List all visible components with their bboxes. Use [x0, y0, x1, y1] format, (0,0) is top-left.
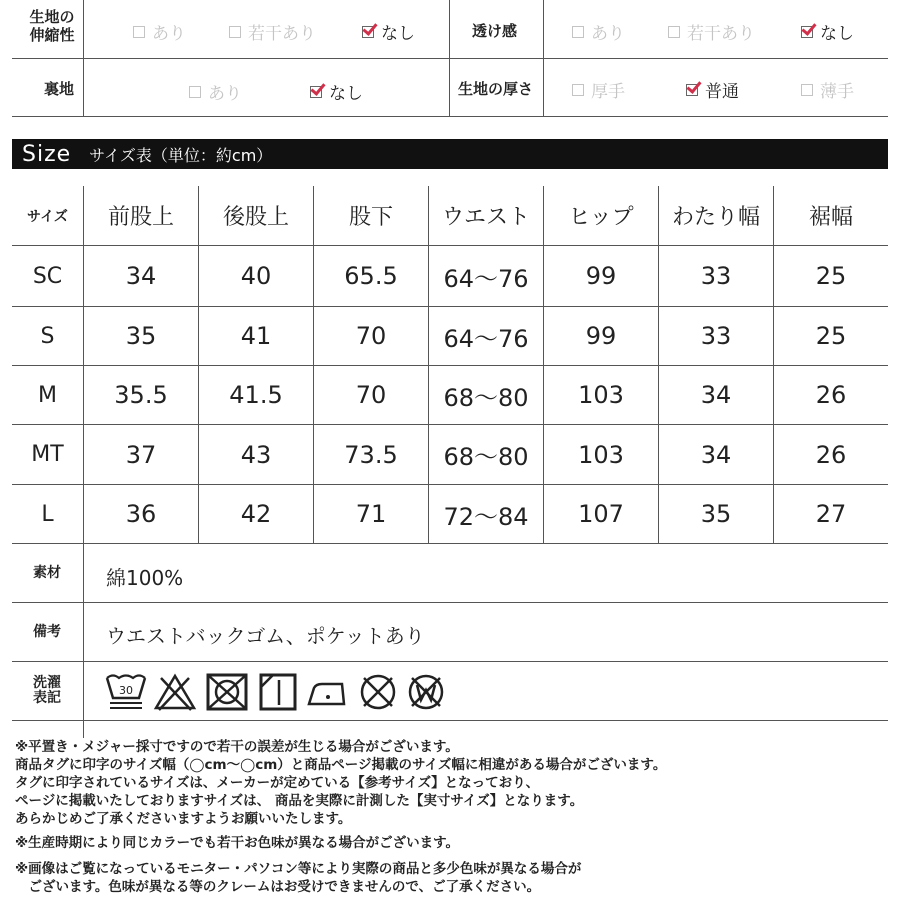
- table-cell: 34: [700, 381, 732, 409]
- table-cell: 43: [240, 440, 272, 469]
- option-label: 若干あり: [687, 24, 755, 44]
- table-cell: 107: [578, 500, 624, 528]
- table-cell: 35.5: [114, 381, 168, 409]
- lining-option-nashi[interactable]: [310, 79, 363, 104]
- table-cell: 65.5: [344, 262, 398, 290]
- table-cell: 68〜80: [443, 383, 529, 412]
- table-cell: 37: [125, 440, 157, 469]
- iron-low-icon: [306, 672, 350, 712]
- divider: [449, 0, 450, 116]
- note-line: あらかじめご了承くださいますようお願いいたします。: [15, 811, 352, 827]
- divider: [12, 720, 888, 721]
- checkbox-icon: [572, 84, 584, 96]
- row-size-label: M: [38, 382, 57, 408]
- table-cell: 34: [125, 262, 157, 290]
- note-line: ※生産時期により同じカラーでも若干お色味が異なる場合がございます。: [15, 835, 460, 851]
- table-cell: 26: [815, 381, 847, 409]
- row-size-label: SC: [32, 263, 63, 289]
- divider: [83, 543, 84, 738]
- table-header: 股下: [348, 205, 393, 230]
- note-line: ございます。色味が異なる等のクレームはお受けできませんので、ご了承ください。: [15, 879, 541, 895]
- table-cell: 99: [585, 262, 617, 290]
- care-label-line1: 洗濯: [33, 675, 61, 691]
- care-label-line2: 表記: [33, 690, 61, 706]
- sheer-option-nashi[interactable]: [801, 19, 854, 44]
- table-cell: 103: [578, 440, 624, 469]
- table-header: 前股上: [107, 205, 174, 230]
- material-label: 素材: [33, 564, 61, 581]
- table-cell: 26: [815, 440, 847, 469]
- thickness-label: 生地の厚さ: [458, 80, 534, 98]
- row-divider: [12, 543, 888, 544]
- table-cell: 68〜80: [443, 443, 529, 471]
- sheer-option-ari[interactable]: [572, 19, 625, 44]
- line-dry-shade-icon: [256, 672, 300, 712]
- table-header: 後股上: [222, 205, 289, 230]
- table-cell: 73.5: [344, 440, 398, 469]
- table-cell: 42: [240, 500, 272, 528]
- table-cell: 36: [125, 500, 157, 528]
- row-size-label: S: [40, 323, 55, 349]
- table-header: わたり幅: [671, 205, 760, 230]
- table-header-size: サイズ: [27, 208, 68, 225]
- option-label: 普通: [705, 82, 739, 102]
- sheer-label: 透け感: [472, 22, 518, 40]
- table-cell: 103: [578, 381, 624, 409]
- note-line: ページに掲載いたしておりますサイズは、 商品を実際に計測した【実寸サイズ】となります。: [15, 793, 584, 809]
- table-cell: 64〜76: [443, 264, 529, 293]
- table-cell: 35: [125, 322, 157, 350]
- lining-label: 裏地: [44, 80, 75, 98]
- option-label: 薄手: [820, 82, 854, 102]
- table-header: ヒップ: [568, 205, 634, 230]
- divider: [12, 661, 888, 662]
- size-title: Size: [22, 141, 72, 167]
- option-label: 厚手: [591, 82, 625, 102]
- table-cell: 33: [700, 262, 732, 290]
- size-subtitle: サイズ表（単位：約cm）: [89, 145, 273, 165]
- option-label: なし: [820, 24, 854, 44]
- row-size-label: MT: [31, 442, 64, 467]
- table-cell: 34: [700, 440, 732, 469]
- option-label: あり: [152, 24, 186, 44]
- divider: [543, 0, 544, 116]
- wash-30-icon: [104, 672, 148, 712]
- stretch-label-line2: 伸縮性: [29, 26, 75, 44]
- table-cell: 41.5: [229, 381, 283, 409]
- table-cell: 99: [585, 322, 617, 350]
- option-label: あり: [208, 84, 242, 104]
- table-cell: 41: [240, 322, 272, 350]
- checked-checkbox-icon: [362, 26, 374, 38]
- remarks-value: ウエストバックゴム、ポケットあり: [106, 624, 425, 648]
- note-line: ※画像はご覧になっているモニター・パソコン等により実際の商品と多少色味が異なる場合が: [15, 861, 582, 877]
- table-header: ウエスト: [441, 205, 530, 230]
- divider: [83, 0, 84, 116]
- table-cell: 33: [700, 322, 732, 350]
- no-bleach-icon: [153, 672, 197, 712]
- table-cell: 27: [815, 500, 847, 528]
- material-value: 綿100%: [106, 566, 184, 590]
- thickness-option-normal[interactable]: [686, 77, 739, 102]
- stretch-label-line1: 生地の: [29, 8, 75, 26]
- divider: [12, 602, 888, 603]
- checkbox-icon: [668, 26, 680, 38]
- row-size-label: L: [41, 501, 54, 527]
- size-header-bar: [12, 139, 888, 169]
- checkbox-icon: [572, 26, 584, 38]
- thickness-option-thick[interactable]: [572, 77, 625, 102]
- checkbox-icon: [189, 86, 201, 98]
- table-cell: 72〜84: [443, 502, 529, 531]
- table-cell: 71: [355, 500, 387, 528]
- checked-checkbox-icon: [310, 86, 322, 98]
- table-cell: 70: [355, 381, 387, 409]
- table-cell: 70: [355, 322, 387, 350]
- no-wet-clean-icon: [404, 672, 448, 712]
- divider: [12, 58, 888, 59]
- checkbox-icon: [229, 26, 241, 38]
- note-line: ※平置き・メジャー採寸ですので若干の誤差が生じる場合がございます。: [15, 739, 459, 755]
- sheer-option-jakkan[interactable]: [668, 19, 755, 44]
- stretch-option-nashi[interactable]: [362, 19, 415, 44]
- option-label: なし: [381, 24, 415, 44]
- checkbox-icon: [133, 26, 145, 38]
- table-header: 裾幅: [808, 205, 853, 230]
- table-cell: 25: [815, 262, 847, 290]
- option-label: なし: [329, 84, 363, 104]
- thickness-option-thin[interactable]: [801, 77, 854, 102]
- table-cell: 35: [700, 500, 732, 528]
- wash-temp: 30: [119, 684, 133, 697]
- care-label: [12, 662, 82, 720]
- option-label: 若干あり: [248, 24, 316, 44]
- table-cell: 64〜76: [443, 324, 529, 353]
- stretch-option-ari[interactable]: [133, 19, 186, 44]
- remarks-label: 備考: [33, 623, 61, 640]
- checkbox-icon: [801, 84, 813, 96]
- lining-option-ari[interactable]: [189, 79, 242, 104]
- table-cell: 25: [815, 322, 847, 350]
- divider: [12, 116, 888, 117]
- note-line: タグに印字されているサイズは、メーカーが定めている【参考サイズ】となっており、: [15, 775, 540, 791]
- no-tumble-dry-icon: [205, 672, 249, 712]
- checked-checkbox-icon: [686, 84, 698, 96]
- option-label: あり: [591, 24, 625, 44]
- note-line: 商品タグに印字のサイズ幅（◯cm〜◯cm）と商品ページ掲載のサイズ幅に相違がある場合がございます。: [15, 757, 667, 773]
- no-dry-clean-icon: [356, 672, 400, 712]
- table-cell: 40: [240, 262, 272, 290]
- stretch-option-jakkan[interactable]: [229, 19, 316, 44]
- checked-checkbox-icon: [801, 26, 813, 38]
- stretch-label: [22, 8, 82, 44]
